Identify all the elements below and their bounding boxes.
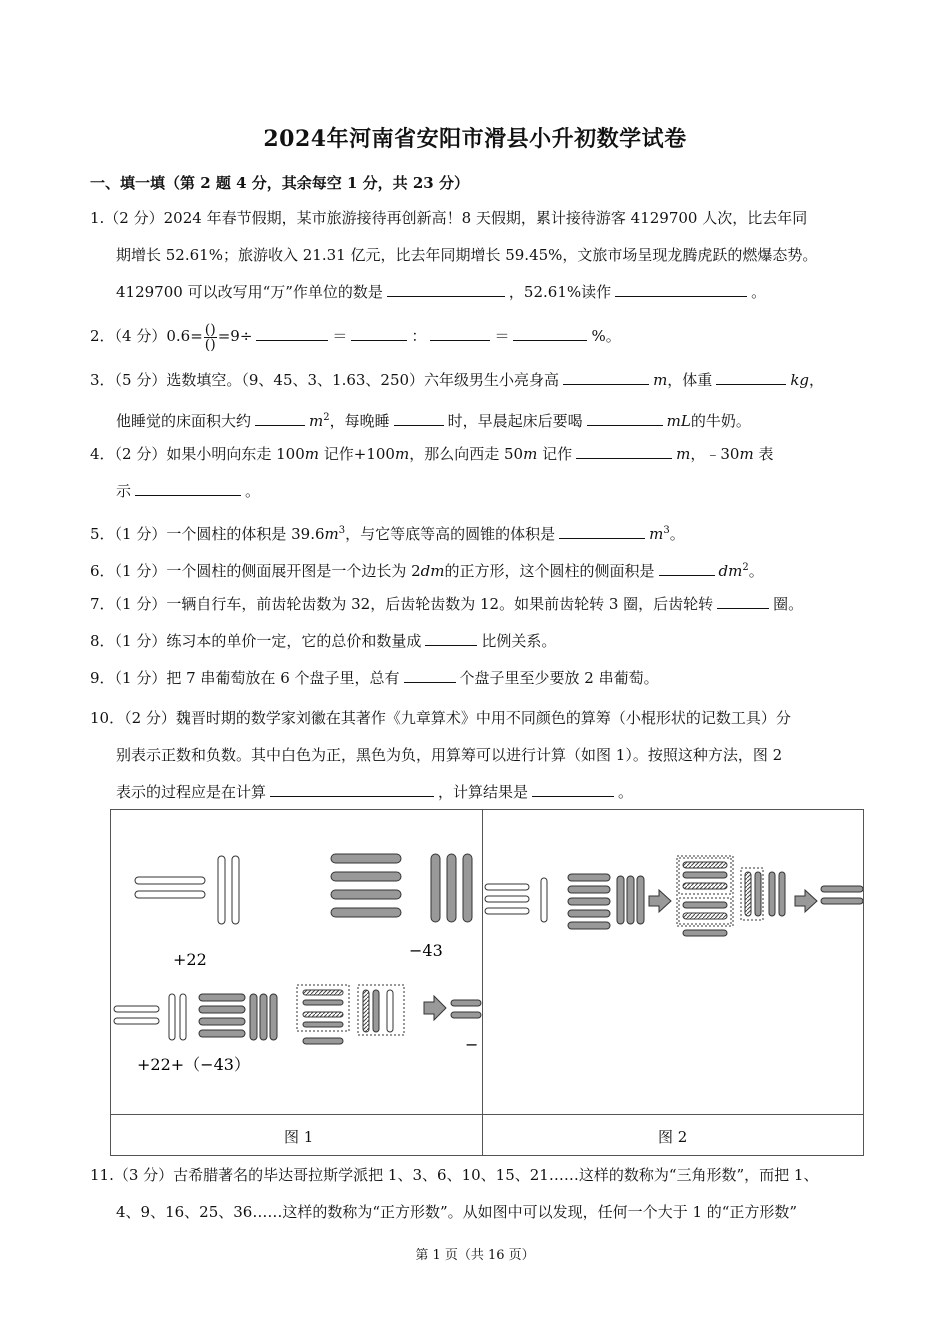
q4-blank-2[interactable] xyxy=(135,479,241,496)
figure-1-caption: 图 1 xyxy=(284,1128,314,1146)
q2-line xyxy=(90,318,865,355)
q10-text-a: 表示的过程应是在计算 xyxy=(116,783,267,801)
fig1-sum-process xyxy=(114,985,481,1044)
q2-fraction xyxy=(204,323,217,352)
q4-text-e: ，﹣30 xyxy=(690,445,740,463)
q8-line xyxy=(90,623,865,660)
q2-colon: ： xyxy=(411,327,427,345)
q7-blank[interactable] xyxy=(717,592,769,609)
q5-text-a: 5．（1 分）一个圆柱的体积是 39.6 xyxy=(90,525,325,543)
q3-unit-m: m xyxy=(653,371,668,389)
q4-m4: m xyxy=(676,445,691,463)
q1-text-a: 4129700 可以改写用“万”作单位的数是 xyxy=(116,283,383,301)
q9-text-b: 个盘子里至少要放 2 串葡萄。 xyxy=(459,669,659,687)
q1-text-c: 。 xyxy=(751,283,767,301)
q8-text-b: 比例关系。 xyxy=(481,632,557,650)
q6-text-c: 。 xyxy=(748,562,764,580)
q5-sup2: 3 xyxy=(663,525,670,536)
figure-caption-row xyxy=(111,1114,863,1115)
q3-text-b: ，体重 xyxy=(667,371,713,389)
q3-blank-milk[interactable] xyxy=(587,409,663,426)
q4-m5: m xyxy=(739,445,754,463)
question-11 xyxy=(90,1157,865,1231)
q3-blank-height[interactable] xyxy=(563,368,649,385)
fig1-positive-22-rods xyxy=(135,856,239,924)
section-heading: 一、填一填（第 2 题 4 分，其余每空 1 分，共 23 分） xyxy=(90,174,469,192)
q9-text-a: 9．（1 分）把 7 串葡萄放在 6 个盘子里，总有 xyxy=(90,669,400,687)
q6-dm: dm xyxy=(420,562,445,580)
q9-blank[interactable] xyxy=(404,666,456,683)
q4-m1: m xyxy=(304,445,319,463)
q6-line xyxy=(90,549,865,590)
question-7 xyxy=(90,586,865,623)
q6-sup: 2 xyxy=(742,562,749,573)
fig1-label-dash: − xyxy=(465,1035,479,1054)
q3-unit-kg: kg xyxy=(790,371,810,389)
q3-unit-ml: mL xyxy=(666,412,691,430)
q2-prefix: 2．（4 分）0.6= xyxy=(90,327,203,345)
q3-text-d: 他睡觉的床面积大约 xyxy=(116,412,252,430)
q6-dm2: dm xyxy=(718,562,743,580)
q4-m3: m xyxy=(523,445,538,463)
q7-text-a: 7．（1 分）一辆自行车，前齿轮齿数为 32，后齿轮齿数为 12。如果前齿轮转 3 圈，后齿轮转 xyxy=(90,595,714,613)
q3-line1 xyxy=(90,362,865,399)
q3-blank-area[interactable] xyxy=(255,409,305,426)
q4-text-c: ，那么向西走 50 xyxy=(409,445,524,463)
figure-2-caption: 图 2 xyxy=(658,1128,688,1146)
q11-line1: 11.（3 分）古希腊著名的毕达哥拉斯学派把 1、3、6、10、15、21……这样的数称为“三角形数”，而把 1、 xyxy=(90,1166,819,1184)
figure-drawing xyxy=(111,810,863,1114)
q3-unit-m2: m xyxy=(309,412,324,430)
q1-line3 xyxy=(90,274,865,311)
q5-text-b: ，与它等底等高的圆锥的体积是 xyxy=(345,525,556,543)
q4-line2 xyxy=(90,473,865,510)
question-5 xyxy=(90,512,865,553)
q11-line2: 4、9、16、25、36……这样的数称为“正方形数”。从如图中可以发现，任何一个大于 1 的“正方形数” xyxy=(116,1203,798,1221)
question-4 xyxy=(90,436,865,510)
q2-eq2: ＝ xyxy=(494,327,510,345)
q3-sup: 2 xyxy=(323,412,330,423)
counting-rods-figure xyxy=(110,809,864,1156)
q4-line1 xyxy=(90,436,865,473)
q10-line3 xyxy=(90,774,865,811)
q2-frac-num[interactable]: () xyxy=(204,321,216,338)
q3-blank-weight[interactable] xyxy=(716,368,786,385)
q4-text-f: 表 xyxy=(758,445,774,463)
q1-text-b: ，52.61%读作 xyxy=(508,283,612,301)
q3-line2 xyxy=(90,399,865,440)
q3-text-e: ，每晚睡 xyxy=(329,412,390,430)
q7-line xyxy=(90,586,865,623)
fig1-label-sum: +22+（−43） xyxy=(137,1055,250,1074)
q2-blank-3[interactable] xyxy=(430,324,490,341)
q1-blank-1[interactable] xyxy=(387,280,505,297)
q2-eq1: ＝ xyxy=(332,327,348,345)
question-3 xyxy=(90,362,865,440)
q4-text-d: 记作 xyxy=(542,445,573,463)
q4-text-b: 记作+100 xyxy=(323,445,395,463)
q4-blank-1[interactable] xyxy=(576,442,672,459)
q6-text-a: 6．（1 分）一个圆柱的侧面展开图是一个边长为 2 xyxy=(90,562,421,580)
q10-line2: 别表示正数和负数。其中白色为正，黑色为负，用算筹可以进行计算（如图 1）。按照这种方法，图 2 xyxy=(116,746,783,764)
q2-blank-4[interactable] xyxy=(513,324,587,341)
q10-blank-2[interactable] xyxy=(532,780,614,797)
page-title: 2024年河南省安阳市滑县小升初数学试卷 xyxy=(263,126,687,152)
fig1-label-neg43: −43 xyxy=(409,941,443,960)
q4-text-h: 。 xyxy=(245,482,261,500)
q5-m2: m xyxy=(649,525,664,543)
question-10 xyxy=(90,700,865,811)
q2-blank-1[interactable] xyxy=(256,324,328,341)
question-9 xyxy=(90,660,865,697)
q2-mid: =9÷ xyxy=(217,327,253,345)
q2-frac-den[interactable]: () xyxy=(204,336,216,353)
q3-blank-sleep[interactable] xyxy=(394,409,444,426)
q1-line2: 期增长 52.61%；旅游收入 21.31 亿元，比去年同期增长 59.45%，文旅市场呈现龙腾虎跃的燃爆态势。 xyxy=(116,246,818,264)
q1-line1: 1.（2 分）2024 年春节假期，某市旅游接待再创新高！8 天假期，累计接待游客 4129700 人次，比去年同 xyxy=(90,209,808,227)
q3-text-f: 时，早晨起床后要喝 xyxy=(447,412,583,430)
q6-text-b: 的正方形，这个圆柱的侧面积是 xyxy=(444,562,655,580)
q5-line xyxy=(90,512,865,553)
q6-blank[interactable] xyxy=(659,559,715,576)
page-footer: 第 1 页（共 16 页） xyxy=(415,1248,535,1263)
q4-text-a: 4．（2 分）如果小明向东走 100 xyxy=(90,445,305,463)
fig1-negative-43-rods xyxy=(331,854,472,922)
q10-text-b: ，计算结果是 xyxy=(438,783,529,801)
q8-blank[interactable] xyxy=(425,629,477,646)
q10-text-c: 。 xyxy=(618,783,634,801)
q5-blank[interactable] xyxy=(559,522,645,539)
question-6 xyxy=(90,549,865,590)
q7-text-b: 圈。 xyxy=(773,595,804,613)
fig1-label-pos22: +22 xyxy=(173,950,207,969)
q3-text-g: 的牛奶。 xyxy=(690,412,751,430)
question-8 xyxy=(90,623,865,660)
q5-text-c: 。 xyxy=(669,525,685,543)
q3-text-a: 3．（5 分）选数填空。（9、45、3、1.63、250）六年级男生小亮身高 xyxy=(90,371,560,389)
q2-suffix: %。 xyxy=(591,327,621,345)
q2-blank-2[interactable] xyxy=(351,324,407,341)
q8-text-a: 8．（1 分）练习本的单价一定，它的总价和数量成 xyxy=(90,632,422,650)
q9-line xyxy=(90,660,865,697)
fig2-process xyxy=(485,856,863,936)
question-1 xyxy=(90,200,865,311)
q3-text-c: ， xyxy=(809,371,825,389)
q5-sup: 3 xyxy=(338,525,346,536)
q10-blank-1[interactable] xyxy=(270,780,434,797)
q10-line1: 10．（2 分）魏晋时期的数学家刘徽在其著作《九章算术》中用不同颜色的算筹（小棍形状的记数工具）分 xyxy=(90,709,791,727)
question-2 xyxy=(90,318,865,355)
q4-text-g: 示 xyxy=(116,482,132,500)
q4-m2: m xyxy=(394,445,410,463)
q5-m: m xyxy=(324,525,339,543)
q1-blank-2[interactable] xyxy=(615,280,747,297)
